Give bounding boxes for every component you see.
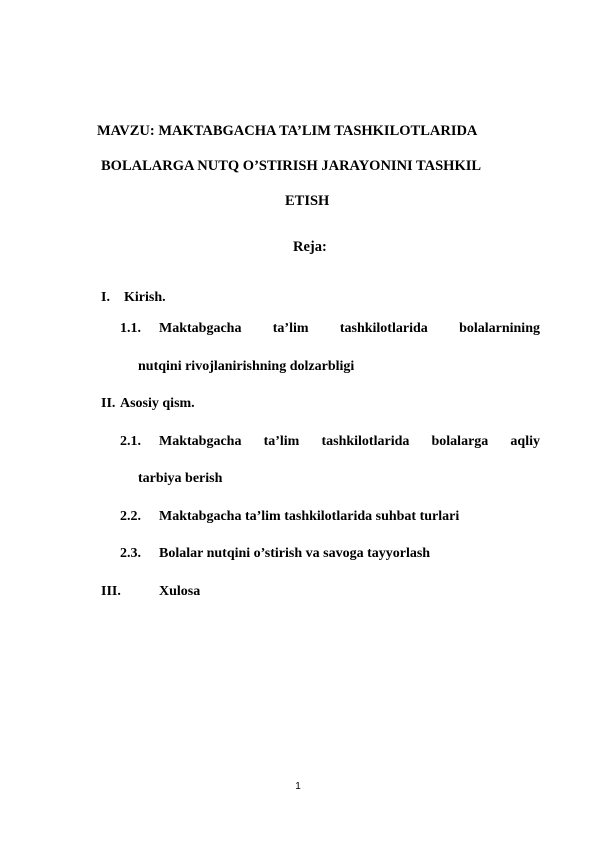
subsection-2-1-number: 2.1. (120, 434, 141, 449)
subsection-2-1-word: tashkilotlarida (321, 434, 410, 449)
subsection-1-1-number: 1.1. (120, 321, 141, 336)
title-line-1: MAVZU: MAKTABGACHA TA’LIM TASHKILOTLARIDA (97, 123, 478, 139)
subsection-1-1-first-line (159, 321, 540, 337)
subsection-1-1-word: bolalarnining (459, 321, 540, 336)
subsection-2-3-label: Bolalar nutqini o’stirish va savoga tayyorlash (159, 546, 431, 561)
subsection-1-1-word: Maktabgacha (159, 321, 242, 336)
page-number: 1 (295, 781, 301, 792)
subsection-2-1-continuation: tarbiya berish (138, 471, 223, 486)
section-3-label: Xulosa (159, 584, 201, 599)
subsection-2-1-word: ta’lim (263, 434, 300, 449)
subsection-2-2-number: 2.2. (120, 509, 141, 524)
section-3-number: III. (101, 584, 121, 599)
subsection-2-1-word: aqliy (510, 434, 540, 449)
subsection-2-1-word: bolalarga (431, 434, 489, 449)
section-1-label: Kirish. (124, 290, 166, 305)
title-line-3: ETISH (285, 193, 330, 209)
subsection-1-1-word: tashkilotlarida (339, 321, 428, 336)
section-2-label: Asosiy qism. (120, 396, 195, 411)
subsection-1-1-continuation: nutqini rivojlanirishning dolzarbligi (138, 359, 355, 374)
plan-heading: Reja: (293, 239, 327, 255)
subsection-2-1-first-line (159, 434, 540, 450)
subsection-2-2-label: Maktabgacha ta’lim tashkilotlarida suhbat turlari (159, 509, 460, 524)
subsection-1-1-word: ta’lim (272, 321, 309, 336)
section-2-number: II. (101, 396, 116, 411)
subsection-2-3-number: 2.3. (120, 546, 141, 561)
subsection-2-1-word: Maktabgacha (159, 434, 242, 449)
section-1-number: I. (101, 290, 110, 305)
title-line-2: BOLALARGA NUTQ O’STIRISH JARAYONINI TASHKIL (101, 158, 482, 174)
